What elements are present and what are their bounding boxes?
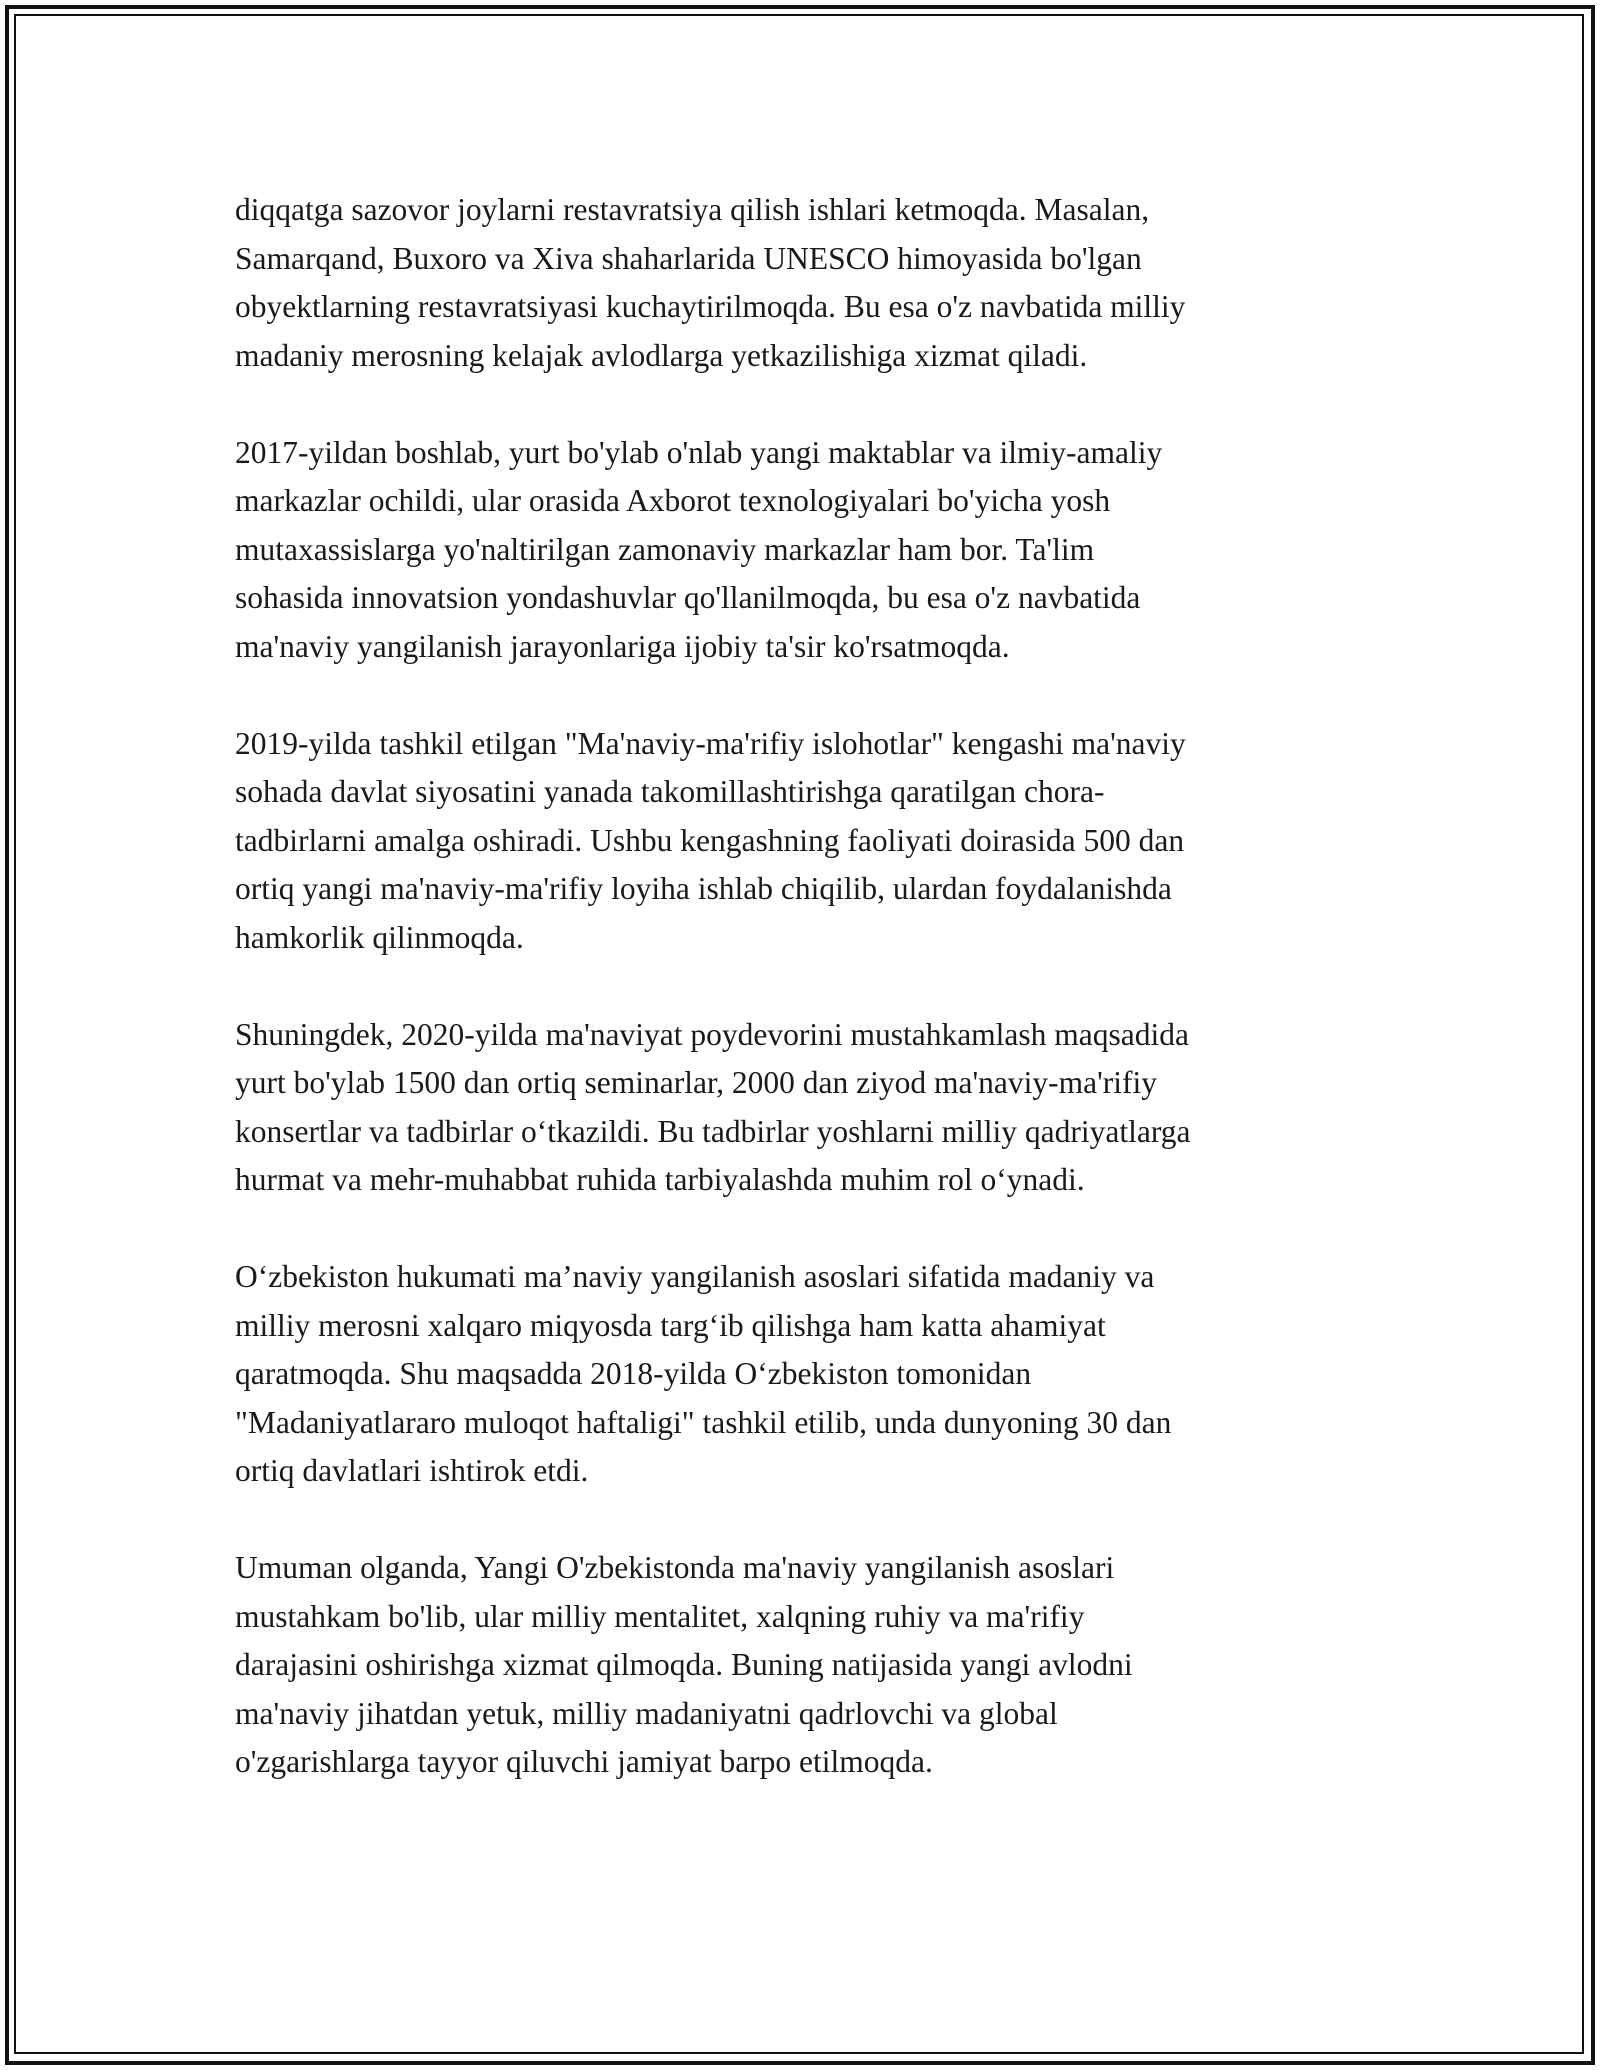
paragraph-seminars-2020: Shuningdek, 2020-yilda ma'naviyat poydevorini mustahkamlash maqsadida yurt bo'ylab 1500 dan ortiq seminarlar, 2000 dan ziyod ma'naviy-ma'rifiy konsertlar va tadbirlar o‘tkazildi. Bu tadbirlar yoshlarni milliy qadriyatlarga hurmat va mehr-muhabbat ruhida tarbiyalashda muhim rol o‘ynadi.	[235, 1016, 1191, 1197]
paragraph-schools-2017: 2017-yildan boshlab, yurt bo'ylab o'nlab yangi maktablar va ilmiy-amaliy markazlar ochildi, ular orasida Axborot texnologiyalari bo'yicha yosh mutaxassislarga yo'naltirilgan zamonaviy markazlar ham bor. Ta'lim sohasida innovatsion yondashuvlar qo'llanilmoqda, bu esa o'z navbatida ma'naviy yangilanish jarayonlariga ijobiy ta'sir ko'rsatmoqda.	[235, 434, 1163, 664]
paragraph-council-2019: 2019-yilda tashkil etilgan "Ma'naviy-ma'rifiy islohotlar" kengashi ma'naviy sohada davlat siyosatini yanada takomillashtirishga qaratilgan chora- tadbirlarni amalga oshiradi. Ushbu kengashning faoliyati doirasida 500 dan ortiq yangi ma'naviy-ma'rifiy loyiha ishlab chiqilib, ulardan foydalanishda hamkorlik qilinmoqda.	[235, 725, 1186, 955]
paragraph-intercultural-2018: O‘zbekiston hukumati ma’naviy yangilanish asoslari sifatida madaniy va milliy merosni xalqaro miqyosda targ‘ib qilishga ham katta ahamiyat qaratmoqda. Shu maqsadda 2018-yilda O‘zbekiston tomonidan "Madaniyatlararo muloqot haftaligi" tashkil etilib, unda dunyoning 30 dan ortiq davlatlari ishtirok etdi.	[235, 1259, 1172, 1488]
paragraph-restoration: diqqatga sazovor joylarni restavratsiya qilish ishlari ketmoqda. Masalan, Samarqand, Buxoro va Xiva shaharlarida UNESCO himoyasida bo'lgan obyektlarning restavratsiyasi kuchaytirilmoqda. Bu esa o'z navbatida milliy madaniy merosning kelajak avlodlarga yetkazilishiga xizmat qiladi.	[235, 192, 1186, 373]
document-body	[235, 186, 1365, 1835]
paragraph-conclusion: Umuman olganda, Yangi O'zbekistonda ma'naviy yangilanish asoslari mustahkam bo'lib, ular milliy mentalitet, xalqning ruhiy va ma'rifiy darajasini oshirishga xizmat qilmoqda. Buning natijasida yangi avlodni ma'naviy jihatdan yetuk, milliy madaniyatni qadrlovchi va global o'zgarishlarga tayyor qiluvchi jamiyat barpo etilmoqda.	[235, 1550, 1133, 1779]
